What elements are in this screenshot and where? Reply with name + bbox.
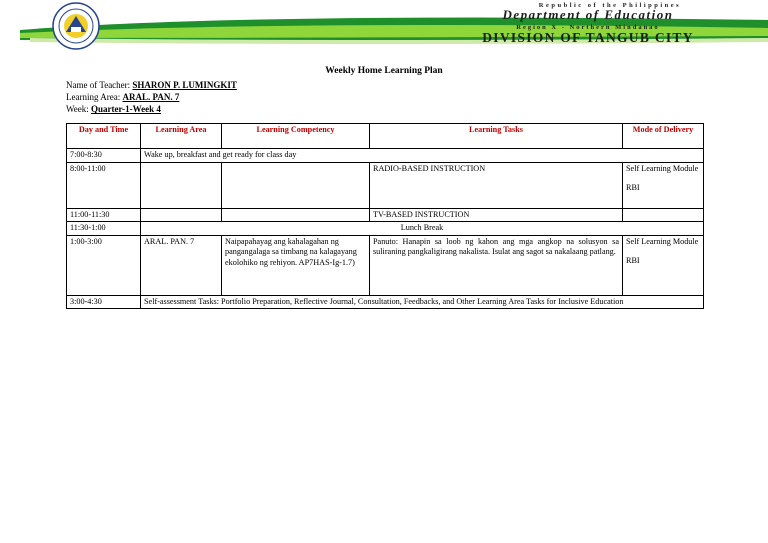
time-cell: 1:00-3:00 [67,235,141,295]
table-row [67,295,704,309]
mode-secondary: RBI [626,256,640,265]
time-cell: 11:30-1:00 [67,222,141,236]
mode-cell [623,162,704,208]
header-mode-delivery: Mode of Delivery [623,124,704,149]
table-row [67,222,704,236]
header-learning-competency: Learning Competency [222,124,370,149]
competency-cell: Naipapahayag ang kahalagahan ng pangangalaga sa timbang na kalagayang ekolohiko ng rehiyon. AP7HAS-Ig-1.7) [222,235,370,295]
department-text: Department of Education [502,7,674,22]
area-label: Learning Area: [66,92,121,102]
mode-primary: Self Learning Module [626,163,699,173]
activity-cell: Self-assessment Tasks: Portfolio Preparation, Reflective Journal, Consultation, Feedbacks, and Other Learning Area Tasks for Inclusive Education [141,295,704,309]
region-text: Region X - Northern Mindanao [516,24,660,31]
teacher-line [66,80,237,90]
competency-cell [222,162,370,208]
mode-secondary: RBI [626,183,640,192]
learning-plan-table [66,123,704,309]
week-label: Week: [66,104,89,114]
plan-title: Weekly Home Learning Plan [325,66,443,76]
time-cell: 11:00-11:30 [67,208,141,222]
activity-cell: Wake up, breakfast and get ready for class day [141,149,704,163]
task-cell: TV-BASED INSTRUCTION [370,208,623,222]
week-line [66,104,161,114]
table-row [67,208,704,222]
header-learning-tasks: Learning Tasks [370,124,623,149]
table-row [67,149,704,163]
area-line [66,92,179,102]
deped-header-text [428,0,748,44]
table-header-row [67,124,704,149]
header-banner [0,0,768,52]
header-learning-area: Learning Area [141,124,222,149]
time-cell: 8:00-11:00 [67,162,141,208]
time-cell: 3:00-4:30 [67,295,141,309]
teacher-name: SHARON P. LUMINGKIT [132,80,237,90]
task-cell: Panuto: Hanapin sa loob ng kahon ang mga angkop na solusyon sa suliraning pangkaligirang nakalista. Isulat ang sagot sa nakalaang patlang. [370,235,623,295]
mode-primary: Self Learning Module [626,236,699,246]
teacher-label: Name of Teacher: [66,80,131,90]
division-text: DIVISION OF TANGUB CITY [482,30,694,45]
time-cell: 7:00-8:30 [67,149,141,163]
mode-cell [623,208,704,222]
republic-text: Republic of the Philippines [538,2,682,9]
activity-cell: Lunch Break [141,222,704,236]
table-row [67,162,704,208]
deped-seal-icon [52,2,100,50]
area-cell [141,162,222,208]
task-cell: RADIO-BASED INSTRUCTION [370,162,623,208]
area-cell: ARAL. PAN. 7 [141,235,222,295]
area-cell [141,208,222,222]
mode-cell [623,235,704,295]
week-value: Quarter-1-Week 4 [91,104,161,114]
table-row [67,235,704,295]
competency-cell [222,208,370,222]
header-day-time: Day and Time [67,124,141,149]
area-name: ARAL. PAN. 7 [122,92,180,102]
